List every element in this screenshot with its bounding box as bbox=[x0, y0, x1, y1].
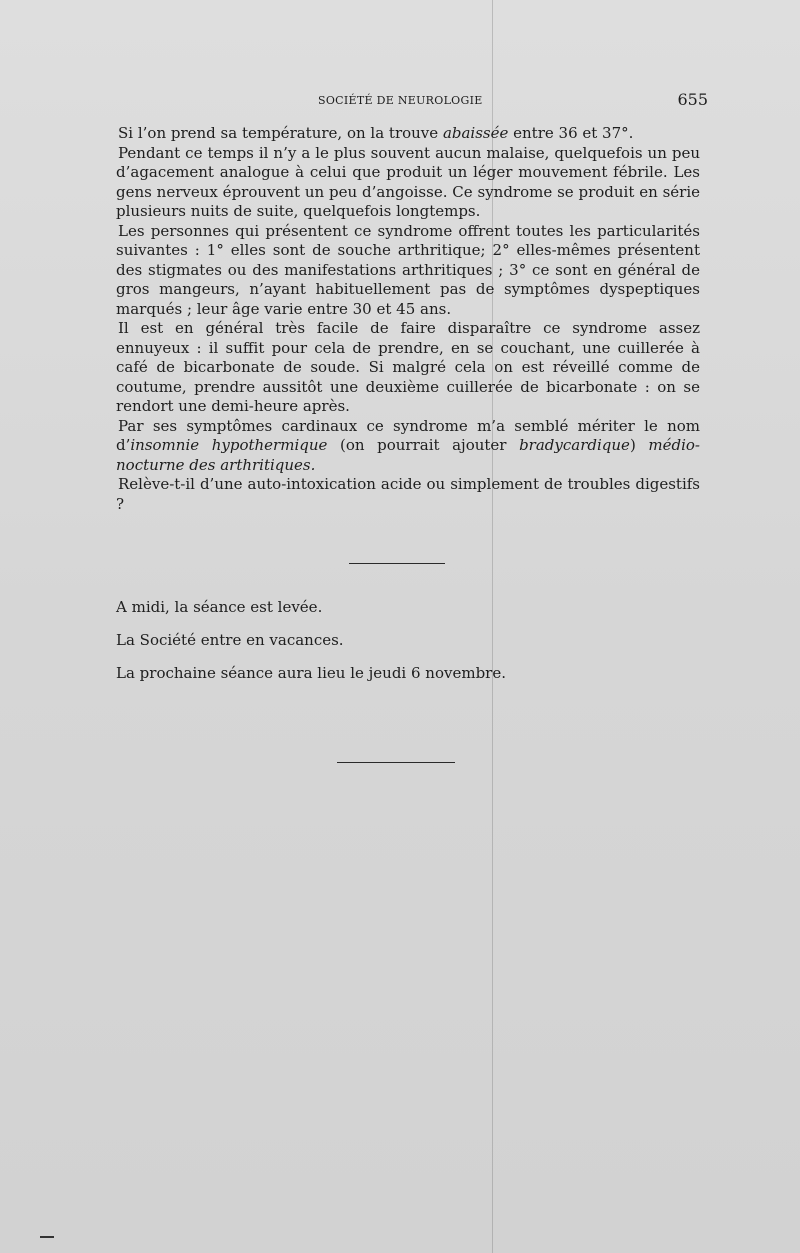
page-header bbox=[0, 90, 800, 112]
paragraph-5-b: (on pourrait ajouter bbox=[327, 436, 520, 454]
closing-line-2: La Société entre en vacances. bbox=[116, 631, 344, 649]
paragraph-1-end: entre 36 et 37°. bbox=[508, 124, 634, 142]
paragraph-5-c: ) bbox=[629, 436, 649, 454]
section-divider-1 bbox=[349, 563, 445, 564]
emphasis-bradycardique: bradycardique bbox=[519, 436, 630, 454]
paragraph-2: Pendant ce temps il n’y a le plus souvent aucun malaise, quelquefois un peu d’agacement analogue à celui que produit un léger mouvement fébrile. Les gens nerveux éprouvent un peu d’angoisse. Ce syndrome se produit en série plusieurs nuits de suite, quelquefois longtemps. bbox=[116, 143, 700, 220]
emphasis-abaissee: abaissée bbox=[442, 124, 509, 142]
running-title: SOCIÉTÉ DE NEUROLOGIE bbox=[318, 94, 483, 107]
scan-mark bbox=[40, 1236, 54, 1238]
emphasis-insomnie: insomnie hypothermique bbox=[130, 436, 328, 454]
paragraph-4: Il est en général très facile de faire disparaître ce syndrome assez ennuyeux : il suffit pour cela de prendre, en se couchant, une cuillerée à café de bicarbonate de soude. Si malgré cela on est réveillé comme de coutume, prendre aussitôt une deuxième cuillerée de bicarbonate : on se rendort une demi-heure après. bbox=[116, 319, 700, 415]
body-text bbox=[116, 124, 700, 514]
section-divider-2 bbox=[337, 762, 455, 763]
paragraph-6: Relève-t-il d’une auto-intoxication acide ou simplement de troubles digestifs ? bbox=[116, 475, 700, 513]
paragraph-5 bbox=[116, 417, 700, 476]
page-number: 655 bbox=[677, 90, 708, 109]
paragraph-3: Les personnes qui présentent ce syndrome offrent toutes les particularités suivantes : 1° elles sont de souche arthritique; 2° elles-mêmes présentent des stigmates ou des manifestations arthritiques ; 3° ce sont en général de gros mangeurs, n’ayant habituellement pas de symptômes dyspeptiques marqués ; leur âge varie entre 30 et 45 ans. bbox=[116, 221, 700, 318]
closing-line-3: La prochaine séance aura lieu le jeudi 6 novembre. bbox=[116, 664, 506, 682]
paragraph-5-a: Par ses symptômes cardinaux ce syndrome m’a semblé mériter le nom d’ bbox=[116, 416, 700, 454]
closing-line-1: A midi, la séance est levée. bbox=[116, 598, 323, 616]
paragraph-1-text: Si l’on prend sa température, on la trouve bbox=[118, 124, 443, 142]
emphasis-medio-nocturne: médio-nocturne des arthritiques. bbox=[116, 436, 700, 474]
paragraph-1 bbox=[116, 124, 700, 144]
